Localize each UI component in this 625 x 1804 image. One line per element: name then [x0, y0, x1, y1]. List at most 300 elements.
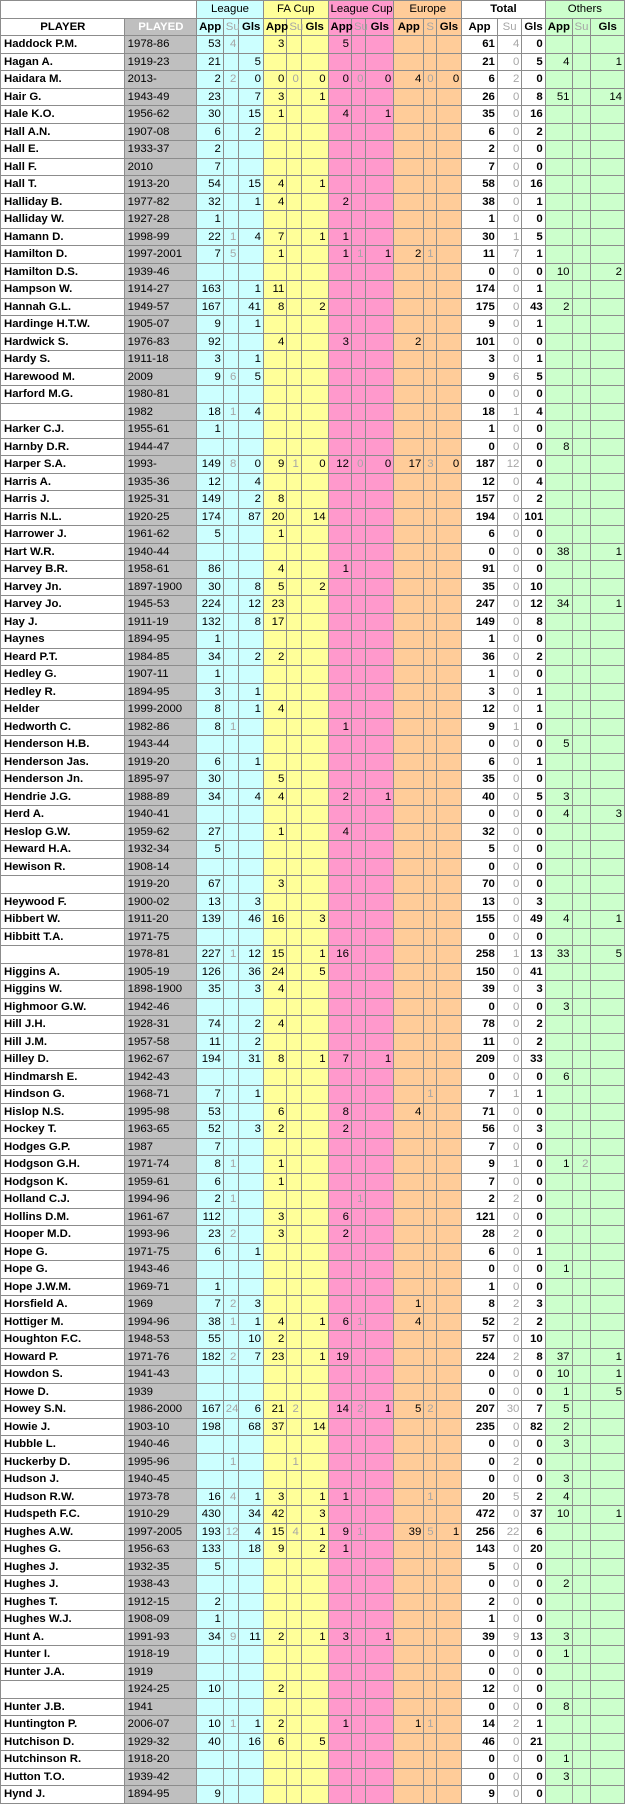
fa-cup-app-cell [263, 1646, 286, 1664]
league-gls-cell [239, 36, 264, 54]
league-cup-gls-cell [366, 228, 394, 246]
league-cup-sub-cell [351, 876, 365, 894]
others-sub-cell [572, 1681, 591, 1699]
league-cup-gls-cell [366, 1103, 394, 1121]
fa-cup-app-cell: 4 [263, 788, 286, 806]
league-sub-cell [223, 473, 239, 491]
total-app-cell: 0 [462, 858, 498, 876]
league-cup-app-cell [328, 1296, 351, 1314]
europe-sub-cell [424, 753, 436, 771]
league-sub-cell: 6 [223, 368, 239, 386]
league-cup-gls-cell [366, 1558, 394, 1576]
others-app-cell: 3 [545, 1768, 572, 1786]
league-cup-app-cell [328, 1418, 351, 1436]
fa-cup-app-cell [263, 683, 286, 701]
league-app-cell [197, 1751, 224, 1769]
europe-gls-cell [436, 998, 462, 1016]
total-gls-cell: 2 [522, 1488, 545, 1506]
europe-sub-cell [424, 1733, 436, 1751]
played-years-cell: 1907-08 [124, 123, 196, 141]
league-sub-cell [223, 491, 239, 509]
europe-sub-cell [424, 1646, 436, 1664]
league-cup-sub-cell [351, 788, 365, 806]
europe-app-cell [394, 963, 424, 981]
total-sub-cell: 0 [497, 1068, 522, 1086]
league-cup-gls-cell [366, 438, 394, 456]
total-sub-cell: 12 [497, 456, 522, 474]
others-sub-cell [572, 736, 591, 754]
others-sub-cell [572, 491, 591, 509]
europe-sub-cell: 5 [424, 1523, 436, 1541]
played-years-cell: 1929-32 [124, 1733, 196, 1751]
fa-cup-sub-cell [287, 123, 301, 141]
others-gls-cell [591, 631, 625, 649]
others-sub-cell [572, 53, 591, 71]
player-name-cell: Hibbert W. [1, 911, 125, 929]
league-app-cell: 40 [197, 1733, 224, 1751]
europe-sub-cell [424, 1471, 436, 1489]
fa-cup-app-cell: 17 [263, 613, 286, 631]
header-spacer [1, 1, 197, 19]
total-sub-cell: 0 [497, 1033, 522, 1051]
league-app-cell: 1 [197, 666, 224, 684]
total-gls-cell: 12 [522, 596, 545, 614]
league-cup-sub-cell [351, 893, 365, 911]
fa-cup-sub-cell [287, 1348, 301, 1366]
total-gls-cell: 1 [522, 1086, 545, 1104]
fa-cup-sub-cell [287, 106, 301, 124]
fa-cup-sub-cell [287, 1366, 301, 1384]
others-app-cell [545, 158, 572, 176]
league-cup-gls-cell [366, 543, 394, 561]
others-gls-cell [591, 928, 625, 946]
league-cup-app-cell [328, 666, 351, 684]
player-name-cell: Hall E. [1, 141, 125, 159]
table-row [1, 1786, 625, 1804]
total-app-cell: 0 [462, 998, 498, 1016]
fa-cup-app-cell [263, 351, 286, 369]
total-sub-cell: 0 [497, 1786, 522, 1804]
europe-gls-cell [436, 1453, 462, 1471]
total-gls-cell: 0 [522, 1173, 545, 1191]
total-sub-cell: 0 [497, 386, 522, 404]
played-years-cell: 1898-1900 [124, 981, 196, 999]
league-cup-app-cell [328, 771, 351, 789]
league-cup-app-cell [328, 281, 351, 299]
league-app-cell: 6 [197, 753, 224, 771]
league-gls-cell [239, 1173, 264, 1191]
played-years-cell: 1941 [124, 1698, 196, 1716]
europe-app-cell [394, 1698, 424, 1716]
total-sub-cell: 0 [497, 911, 522, 929]
europe-sub-cell [424, 543, 436, 561]
europe-app-cell [394, 36, 424, 54]
league-sub-cell [223, 1331, 239, 1349]
total-app-cell: 7 [462, 158, 498, 176]
league-cup-sub-cell [351, 1593, 365, 1611]
fa-cup-sub-cell [287, 176, 301, 194]
total-sub-cell: 4 [497, 36, 522, 54]
league-cup-app-cell [328, 1453, 351, 1471]
league-sub-cell: 1 [223, 1156, 239, 1174]
league-cup-gls-cell [366, 316, 394, 334]
league-cup-sub-cell [351, 1033, 365, 1051]
others-gls-cell [591, 211, 625, 229]
others-app-cell [545, 141, 572, 159]
played-years-cell: 1957-58 [124, 1033, 196, 1051]
fa-cup-app-cell: 24 [263, 963, 286, 981]
total-sub-cell: 0 [497, 701, 522, 719]
league-app-cell: 38 [197, 1313, 224, 1331]
league-cup-app-cell: 1 [328, 561, 351, 579]
fa-cup-app-cell [263, 1261, 286, 1279]
league-sub-cell [223, 823, 239, 841]
league-gls-cell [239, 158, 264, 176]
league-cup-sub-cell [351, 141, 365, 159]
europe-app-cell [394, 1471, 424, 1489]
league-app-cell: 32 [197, 193, 224, 211]
league-app-cell [197, 1576, 224, 1594]
played-years-cell: 1997-2001 [124, 246, 196, 264]
total-gls-cell: 1 [522, 246, 545, 264]
league-cup-gls-cell [366, 1243, 394, 1261]
fa-cup-app-cell: 9 [263, 1541, 286, 1559]
played-years-cell: 1940-45 [124, 1471, 196, 1489]
total-gls-cell: 5 [522, 788, 545, 806]
fa-cup-app-cell: 37 [263, 1418, 286, 1436]
league-sub-cell [223, 1506, 239, 1524]
league-sub-cell [223, 1593, 239, 1611]
others-sub-cell [572, 1243, 591, 1261]
played-years-cell: 1932-34 [124, 841, 196, 859]
total-gls-cell: 4 [522, 473, 545, 491]
fa-cup-app-cell [263, 1278, 286, 1296]
others-sub-cell [572, 526, 591, 544]
europe-sub-cell [424, 1138, 436, 1156]
total-app-cell: 194 [462, 508, 498, 526]
fa-cup-app-cell [263, 1786, 286, 1804]
fa-cup-app-cell: 3 [263, 1488, 286, 1506]
europe-gls-cell [436, 246, 462, 264]
total-gls-cell: 0 [522, 1103, 545, 1121]
total-sub-cell: 0 [497, 648, 522, 666]
total-gls-cell: 8 [522, 613, 545, 631]
table-row [1, 1103, 625, 1121]
played-years-cell: 1958-61 [124, 561, 196, 579]
europe-app-cell [394, 876, 424, 894]
fa-cup-app-cell: 3 [263, 36, 286, 54]
fa-cup-app-cell [263, 806, 286, 824]
total-app-cell: 13 [462, 893, 498, 911]
player-name-cell: Hedley R. [1, 683, 125, 701]
fa-cup-gls-cell [301, 403, 328, 421]
total-app-cell: 1 [462, 211, 498, 229]
total-app-cell: 0 [462, 438, 498, 456]
fa-cup-sub-cell: 1 [287, 1453, 301, 1471]
others-sub-cell [572, 1611, 591, 1629]
player-name-cell: Heywood F. [1, 893, 125, 911]
league-cup-gls-cell [366, 1523, 394, 1541]
fa-cup-gls-cell [301, 1138, 328, 1156]
fa-cup-gls-cell [301, 1296, 328, 1314]
others-gls-cell [591, 1471, 625, 1489]
league-cup-app-cell [328, 421, 351, 439]
league-app-cell: 54 [197, 176, 224, 194]
league-sub-cell [223, 876, 239, 894]
europe-sub-cell [424, 438, 436, 456]
league-gls-cell: 2 [239, 1033, 264, 1051]
fa-cup-gls-cell [301, 141, 328, 159]
league-app-cell: 53 [197, 36, 224, 54]
total-gls-cell: 0 [522, 1191, 545, 1209]
league-cup-app-cell [328, 386, 351, 404]
others-app-cell [545, 753, 572, 771]
league-sub-cell [223, 893, 239, 911]
played-years-cell: 1911-19 [124, 613, 196, 631]
total-app-cell: 9 [462, 1786, 498, 1804]
others-gls-cell: 5 [591, 946, 625, 964]
fa-cup-gls-cell: 14 [301, 508, 328, 526]
fa-cup-app-cell: 6 [263, 1103, 286, 1121]
league-app-cell: 174 [197, 508, 224, 526]
europe-app-cell [394, 1786, 424, 1804]
fa-cup-app-cell [263, 1296, 286, 1314]
league-cup-sub-cell [351, 928, 365, 946]
others-sub-cell [572, 613, 591, 631]
league-app-cell: 21 [197, 53, 224, 71]
fa-cup-app-cell [263, 1558, 286, 1576]
league-cup-app-cell [328, 928, 351, 946]
others-gls-cell [591, 403, 625, 421]
others-gls-cell [591, 1261, 625, 1279]
table-row [1, 1313, 625, 1331]
league-cup-gls-cell [366, 1471, 394, 1489]
league-cup-sub-cell [351, 1488, 365, 1506]
player-name-cell: Hardinge H.T.W. [1, 316, 125, 334]
played-years-cell: 1986-2000 [124, 1401, 196, 1419]
europe-app-cell [394, 1628, 424, 1646]
total-sub-cell: 0 [497, 333, 522, 351]
league-cup-sub-cell [351, 368, 365, 386]
league-cup-gls-cell [366, 1016, 394, 1034]
league-app-cell [197, 1663, 224, 1681]
fa-cup-sub-cell [287, 491, 301, 509]
league-sub-cell [223, 1733, 239, 1751]
europe-gls-cell [436, 1541, 462, 1559]
fa-cup-gls-cell: 5 [301, 963, 328, 981]
total-gls-cell: 43 [522, 298, 545, 316]
league-app-cell [197, 1436, 224, 1454]
league-cup-app-cell: 2 [328, 788, 351, 806]
total-app-cell: 12 [462, 1681, 498, 1699]
fa-cup-app-cell [263, 1471, 286, 1489]
europe-sub-cell [424, 298, 436, 316]
others-app-cell [545, 491, 572, 509]
player-name-cell: Hudspeth F.C. [1, 1506, 125, 1524]
europe-app-cell: 4 [394, 1313, 424, 1331]
league-cup-gls-cell [366, 1681, 394, 1699]
league-cup-app-cell [328, 613, 351, 631]
europe-app-cell [394, 316, 424, 334]
total-app-cell: 0 [462, 736, 498, 754]
fa-cup-sub-cell [287, 526, 301, 544]
league-cup-app-cell [328, 1156, 351, 1174]
league-gls-cell: 1 [239, 1313, 264, 1331]
fa-cup-sub-cell [287, 1226, 301, 1244]
total-gls-cell: 16 [522, 106, 545, 124]
others-gls-cell [591, 298, 625, 316]
table-row [1, 193, 625, 211]
table-row [1, 526, 625, 544]
others-gls-cell [591, 1401, 625, 1419]
others-gls-cell [591, 1663, 625, 1681]
column-header-others-sub: Su [572, 18, 591, 36]
league-cup-app-cell [328, 1366, 351, 1384]
league-cup-app-cell [328, 298, 351, 316]
others-sub-cell [572, 578, 591, 596]
total-app-cell: 0 [462, 1261, 498, 1279]
player-name-cell: Howie J. [1, 1418, 125, 1436]
league-gls-cell [239, 421, 264, 439]
league-sub-cell [223, 701, 239, 719]
fa-cup-app-cell [263, 1191, 286, 1209]
europe-sub-cell [424, 1751, 436, 1769]
player-name-cell: Hottiger M. [1, 1313, 125, 1331]
league-sub-cell [223, 841, 239, 859]
played-years-cell: 1982-86 [124, 718, 196, 736]
europe-app-cell [394, 1156, 424, 1174]
league-gls-cell: 2 [239, 1016, 264, 1034]
europe-gls-cell [436, 386, 462, 404]
total-sub-cell: 2 [497, 1191, 522, 1209]
europe-app-cell [394, 1558, 424, 1576]
league-gls-cell: 7 [239, 1348, 264, 1366]
others-gls-cell [591, 613, 625, 631]
fa-cup-gls-cell [301, 1016, 328, 1034]
europe-sub-cell [424, 333, 436, 351]
league-cup-gls-cell [366, 701, 394, 719]
others-app-cell [545, 106, 572, 124]
league-cup-app-cell: 12 [328, 456, 351, 474]
played-years-cell: 1941-43 [124, 1366, 196, 1384]
europe-app-cell [394, 841, 424, 859]
others-gls-cell [591, 1103, 625, 1121]
fa-cup-sub-cell [287, 1208, 301, 1226]
league-gls-cell [239, 543, 264, 561]
player-name-cell: Houghton F.C. [1, 1331, 125, 1349]
played-years-cell: 1942-46 [124, 998, 196, 1016]
fa-cup-sub-cell [287, 666, 301, 684]
league-gls-cell [239, 858, 264, 876]
total-app-cell: 101 [462, 333, 498, 351]
league-cup-app-cell: 16 [328, 946, 351, 964]
player-name-cell: Harnby D.R. [1, 438, 125, 456]
europe-app-cell [394, 526, 424, 544]
league-cup-sub-cell [351, 36, 365, 54]
total-app-cell: 78 [462, 1016, 498, 1034]
player-name-cell: Hale K.O. [1, 106, 125, 124]
total-app-cell: 207 [462, 1401, 498, 1419]
league-cup-sub-cell: 1 [351, 1191, 365, 1209]
total-sub-cell: 0 [497, 281, 522, 299]
player-name-cell: Hughes G. [1, 1541, 125, 1559]
played-years-cell: 1940-44 [124, 543, 196, 561]
europe-sub-cell [424, 736, 436, 754]
total-app-cell: 1 [462, 1278, 498, 1296]
fa-cup-gls-cell [301, 246, 328, 264]
league-cup-gls-cell [366, 333, 394, 351]
league-cup-gls-cell [366, 1541, 394, 1559]
fa-cup-app-cell [263, 543, 286, 561]
fa-cup-app-cell [263, 1033, 286, 1051]
league-cup-gls-cell [366, 1348, 394, 1366]
fa-cup-sub-cell [287, 1033, 301, 1051]
league-app-cell: 55 [197, 1331, 224, 1349]
league-gls-cell [239, 1593, 264, 1611]
europe-gls-cell [436, 1366, 462, 1384]
others-app-cell [545, 823, 572, 841]
fa-cup-gls-cell [301, 1208, 328, 1226]
fa-cup-app-cell: 4 [263, 333, 286, 351]
table-row [1, 1716, 625, 1734]
fa-cup-sub-cell [287, 841, 301, 859]
league-sub-cell [223, 928, 239, 946]
league-app-cell: 1 [197, 1278, 224, 1296]
league-cup-gls-cell [366, 36, 394, 54]
fa-cup-app-cell [263, 1436, 286, 1454]
fa-cup-sub-cell [287, 928, 301, 946]
player-name-cell: Hedley G. [1, 666, 125, 684]
europe-gls-cell [436, 736, 462, 754]
total-gls-cell: 0 [522, 1226, 545, 1244]
others-app-cell [545, 316, 572, 334]
fa-cup-app-cell [263, 666, 286, 684]
fa-cup-sub-cell [287, 561, 301, 579]
others-gls-cell: 5 [591, 1383, 625, 1401]
others-sub-cell [572, 1226, 591, 1244]
others-app-cell [545, 176, 572, 194]
league-app-cell: 6 [197, 1243, 224, 1261]
others-gls-cell [591, 736, 625, 754]
others-app-cell [545, 211, 572, 229]
league-gls-cell: 4 [239, 403, 264, 421]
played-years-cell: 1943-49 [124, 88, 196, 106]
league-cup-app-cell [328, 683, 351, 701]
others-sub-cell [572, 1541, 591, 1559]
league-gls-cell [239, 666, 264, 684]
total-sub-cell: 0 [497, 841, 522, 859]
others-app-cell [545, 351, 572, 369]
column-header-total-gls: Gls [522, 18, 545, 36]
europe-app-cell [394, 1436, 424, 1454]
others-app-cell [545, 1716, 572, 1734]
league-sub-cell [223, 1663, 239, 1681]
others-sub-cell [572, 1593, 591, 1611]
league-cup-gls-cell [366, 858, 394, 876]
others-sub-cell [572, 298, 591, 316]
others-sub-cell [572, 456, 591, 474]
europe-sub-cell: 1 [424, 1716, 436, 1734]
others-gls-cell [591, 858, 625, 876]
total-sub-cell: 2 [497, 1348, 522, 1366]
others-app-cell: 3 [545, 1471, 572, 1489]
league-gls-cell: 1 [239, 1243, 264, 1261]
europe-gls-cell [436, 946, 462, 964]
player-name-cell: Huntington P. [1, 1716, 125, 1734]
league-cup-app-cell [328, 403, 351, 421]
fa-cup-gls-cell: 1 [301, 1051, 328, 1069]
fa-cup-app-cell [263, 1663, 286, 1681]
